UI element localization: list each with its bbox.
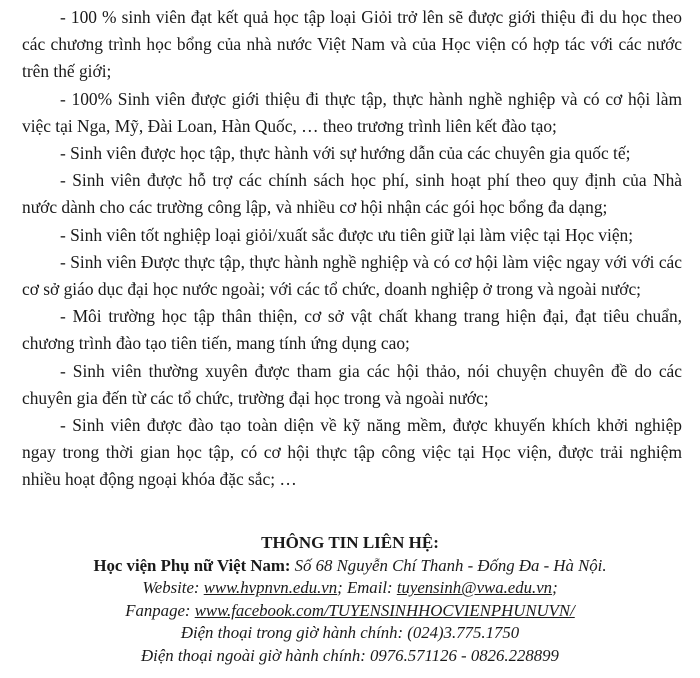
- benefit-item: - Sinh viên tốt nghiệp loại giỏi/xuất sắc được ưu tiên giữ lại làm việc tại Học viện;: [60, 224, 634, 245]
- benefit-item: - Sinh viên được đào tạo toàn diện về kỹ năng mềm, được khuyến khích khởi nghiệp ngay trong thời gian học tập, có cơ hội thực tập công việc tại Học viện, được trải nghiệm nhiều hoạt động ngoại khóa đặc sắc; …: [22, 415, 682, 490]
- benefit-item: - Sinh viên Được thực tập, thực hành nghề nghiệp và có cơ hội làm việc ngay với với các cơ sở giáo dục đại học nước ngoài; với các tổ chức, doanh nghiệp ở trong và ngoài nước;: [22, 251, 682, 300]
- benefit-item: - Môi trường học tập thân thiện, cơ sở vật chất khang trang hiện đại, đạt tiêu chuẩn, chương trình đào tạo tiên tiến, mang tính ứng dụng cao;: [22, 306, 682, 354]
- benefit-item: - Sinh viên thường xuyên được tham gia các hội thảo, nói chuyện chuyên đề do các chuyên gia đến từ các tổ chức, trường đại học trong và ngoài nước;: [22, 360, 682, 408]
- contact-title: THÔNG TIN LIÊN HỆ:: [261, 533, 439, 552]
- benefit-item: - 100% Sinh viên được giới thiệu đi thực tập, thực hành nghề nghiệp và có cơ hội làm việc tại Nga, Mỹ, Đài Loan, Hàn Quốc, … theo trương trình liên kết đào tạo;: [22, 88, 682, 136]
- fanpage-line: [0, 600, 700, 623]
- benefit-item: - 100 % sinh viên đạt kết quả học tập loại Giỏi trở lên sẽ được giới thiệu đi du học theo các chương trình học bổng của nhà nước Việt Nam và của Học viện có hợp tác với các nước trên thế giới;: [22, 7, 682, 82]
- contact-section: [0, 532, 700, 668]
- benefit-item: - Sinh viên được học tập, thực hành với sự hướng dẫn của các chuyên gia quốc tế;: [60, 143, 631, 164]
- website-link[interactable]: www.hvpnvn.edu.vn: [203, 578, 338, 598]
- org-name: Học viện Phụ nữ Việt Nam:: [93, 555, 291, 575]
- email-suffix: ;: [552, 578, 558, 598]
- address-line: [0, 555, 700, 578]
- phone-office-line: Điện thoại trong giờ hành chính: (024)3.775.1750: [180, 623, 520, 643]
- benefit-item: - Sinh viên được hỗ trợ các chính sách học phí, sinh hoạt phí theo quy định của Nhà nước dành cho các trường công lập, và nhiều cơ hội nhận các gói học bổng đa dạng;: [22, 170, 682, 218]
- email-label: ; Email:: [337, 578, 397, 598]
- email-link[interactable]: tuyensinh@vwa.edu.vn: [396, 578, 553, 598]
- fanpage-label: Fanpage:: [125, 600, 195, 620]
- website-label: Website:: [142, 578, 204, 598]
- address-text: Số 68 Nguyễn Chí Thanh - Đống Đa - Hà Nội.: [290, 555, 607, 575]
- phone-after-hours-line: Điện thoại ngoài giờ hành chính: 0976.571126 - 0826.228899: [141, 645, 559, 665]
- fanpage-link[interactable]: www.facebook.com/TUYENSINHHOCVIENPHUNUVN/: [194, 600, 575, 620]
- website-email-line: [0, 577, 700, 600]
- benefits-list: [22, 4, 682, 494]
